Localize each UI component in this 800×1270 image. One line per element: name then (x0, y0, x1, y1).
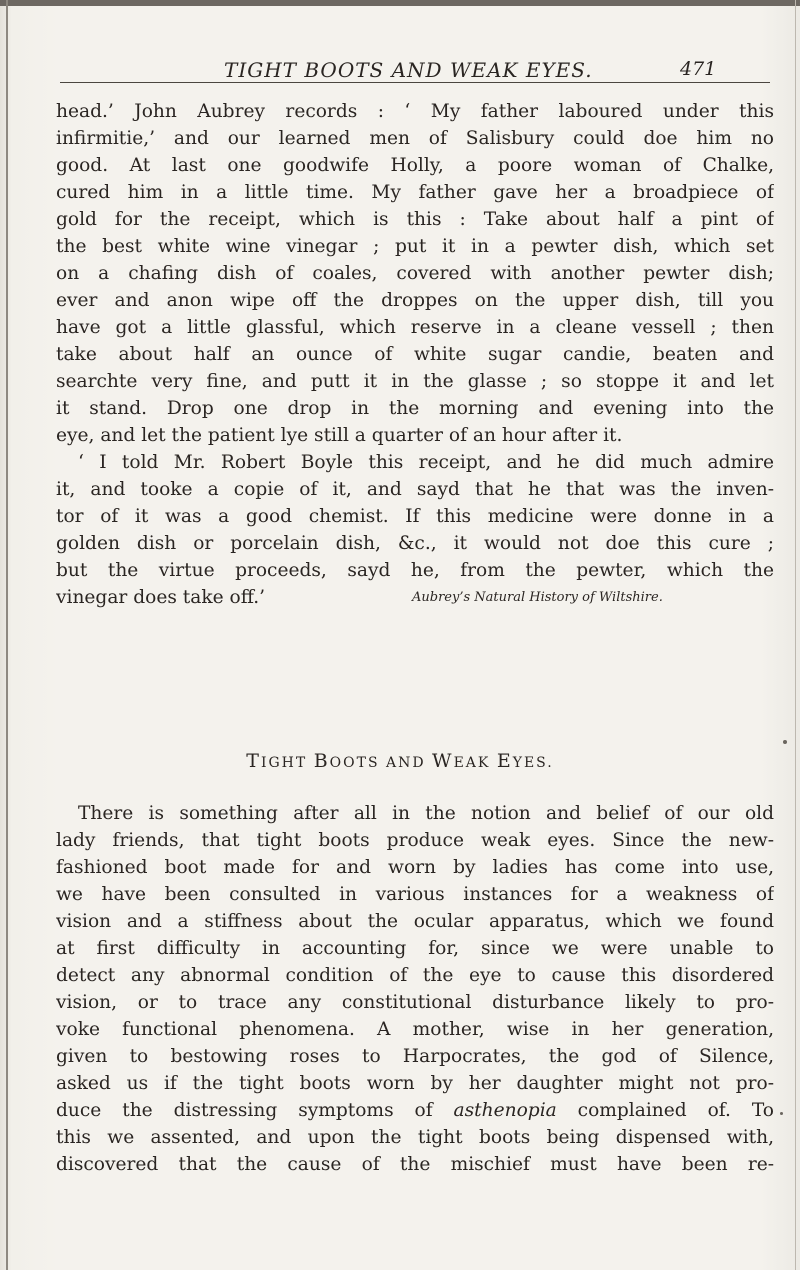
quote-line: the best white wine vinegar ; put it in a pewter dish, which set (56, 236, 774, 257)
quotation-block (56, 98, 774, 611)
quote-line: it, and tooke a copie of it, and sayd that he that was the inven- (56, 479, 774, 500)
page-top-edge (0, 0, 800, 6)
quote-line: vinegar does take off.’ (56, 587, 266, 608)
heading-smallcaps: EAK (453, 755, 497, 771)
quote-line: gold for the receipt, which is this : Take about half a pint of (56, 209, 774, 230)
quote-line: take about half an ounce of white sugar candie, beaten and (56, 344, 774, 365)
heading-letter: W (432, 750, 454, 772)
body-line: detect any abnormal condition of the eye to cause this disordered (56, 965, 774, 986)
quote-line: eye, and let the patient lye still a quarter of an hour after it. (56, 425, 623, 446)
heading-letter: T (246, 750, 261, 772)
heading-letter: B (313, 750, 330, 772)
body-line: given to bestowing roses to Harpocrates, the god of Silence, (56, 1046, 774, 1067)
running-head (60, 58, 760, 88)
heading-smallcaps: OOTS (329, 755, 386, 771)
body-line: voke functional phenomena. A mother, wise in her generation, (56, 1019, 774, 1040)
section-heading (0, 750, 800, 772)
body-line: There is something after all in the notion and belief of our old (78, 803, 774, 824)
quote-closing-line (56, 584, 774, 611)
quote-line: infirmitie,’ and our learned men of Salisbury could doe him no (56, 128, 774, 149)
heading-smallcaps: YES. (512, 755, 554, 771)
quote-line: it stand. Drop one drop in the morning and evening into the (56, 398, 774, 419)
body-line: duce the distressing symptoms of asthenopia complained of. To (56, 1100, 774, 1121)
quote-line: golden dish or porcelain dish, &c., it would not doe this cure ; (56, 533, 774, 554)
source-citation: Aubrey’s Natural History of Wiltshire. (412, 590, 663, 605)
body-line: lady friends, that tight boots produce weak eyes. Since the new- (56, 830, 774, 851)
quote-line: good. At last one goodwife Holly, a poore woman of Chalke, (56, 155, 774, 176)
page-right-edge (795, 0, 796, 1270)
body-line: fashioned boot made for and worn by ladies has come into use, (56, 857, 774, 878)
quote-line: head.’ John Aubrey records : ‘ My father laboured under this (56, 101, 774, 122)
ink-speck (780, 1112, 783, 1115)
quote-line: tor of it was a good chemist. If this medicine were donne in a (56, 506, 774, 527)
body-line: discovered that the cause of the mischief must have been re- (56, 1154, 774, 1175)
quote-line: on a chafing dish of coales, covered with another pewter dish; (56, 263, 774, 284)
quote-line: searchte very fine, and putt it in the glasse ; so stoppe it and let (56, 371, 774, 392)
italic-term: asthenopia (453, 1100, 557, 1121)
body-line: this we assented, and upon the tight boots being dispensed with, (56, 1127, 774, 1148)
quote-line: cured him in a little time. My father gave her a broadpiece of (56, 182, 774, 203)
heading-smallcaps: IGHT (260, 755, 314, 771)
quote-line: but the virtue proceeds, sayd he, from the pewter, which the (56, 560, 774, 581)
page-number: 471 (680, 58, 717, 80)
article-body (56, 800, 774, 1178)
heading-letter: E (496, 750, 513, 772)
ink-speck (783, 740, 787, 744)
body-line: at first difficulty in accounting for, since we were unable to (56, 938, 774, 959)
quote-line: ‘ I told Mr. Robert Boyle this receipt, and he did much admire (78, 452, 774, 473)
body-line: vision and a stiffness about the ocular apparatus, which we found (56, 911, 774, 932)
quote-line: ever and anon wipe off the droppes on the upper dish, till you (56, 290, 774, 311)
heading-smallcaps: AND (386, 755, 433, 771)
page-binding-edge (6, 0, 8, 1270)
body-line: vision, or to trace any constitutional disturbance likely to pro- (56, 992, 774, 1013)
body-line: we have been consulted in various instances for a weakness of (56, 884, 774, 905)
running-head-rule (60, 82, 770, 83)
body-line: asked us if the tight boots worn by her daughter might not pro- (56, 1073, 774, 1094)
quote-line: have got a little glassful, which reserve in a cleane vessell ; then (56, 317, 774, 338)
running-head-title: TIGHT BOOTS AND WEAK EYES. (224, 58, 593, 82)
